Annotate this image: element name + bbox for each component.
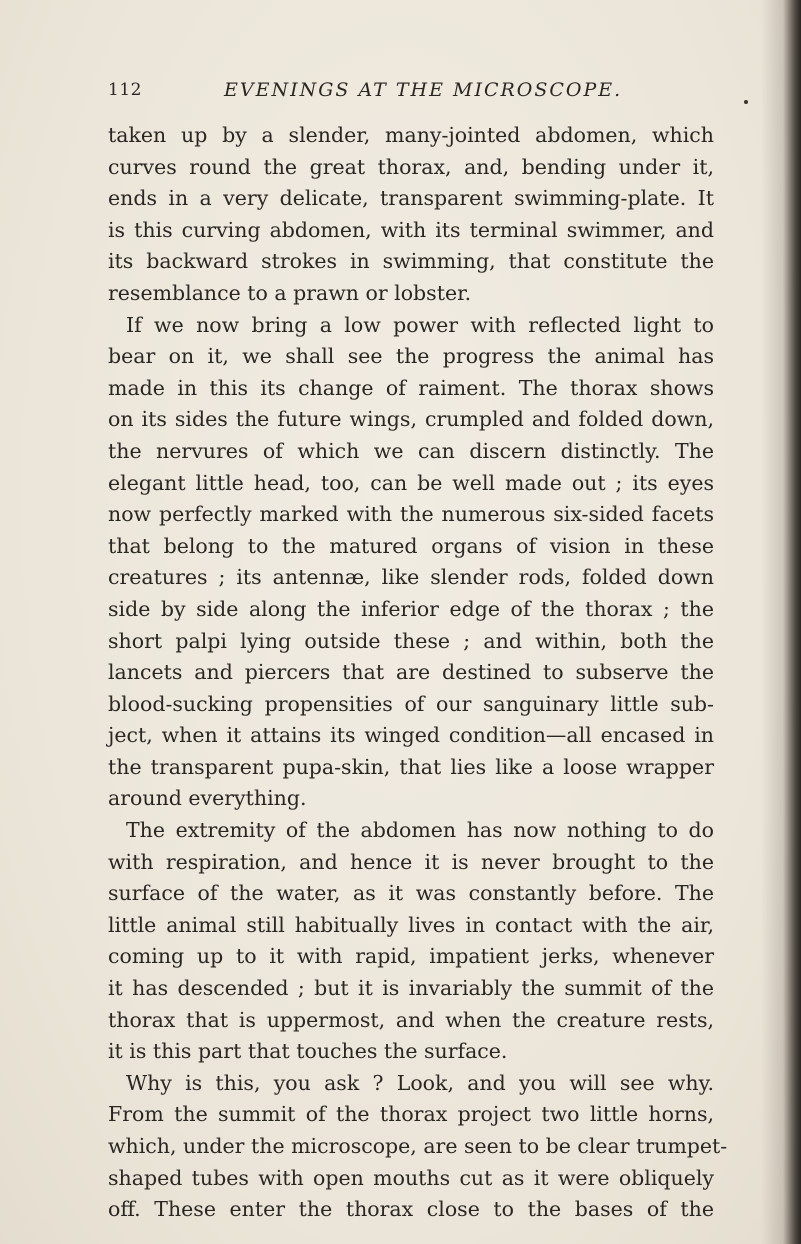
- page-number: 112: [108, 80, 142, 100]
- text-line: surface of the water, as it was constantly before. The: [108, 881, 714, 906]
- text-line: From the summit of the thorax project two little horns,: [108, 1102, 714, 1127]
- ink-dot: [744, 100, 748, 104]
- text-line: made in this its change of raiment. The thorax shows: [108, 375, 714, 400]
- text-line: lancets and piercers that are destined to subserve the: [108, 660, 714, 685]
- text-line: resemblance to a prawn or lobster.: [108, 280, 472, 305]
- text-line: on its sides the future wings, crumpled and folded down,: [108, 407, 714, 432]
- text-line: The extremity of the abdomen has now nothing to do: [126, 818, 714, 843]
- page-edge-shadow: [761, 0, 801, 1244]
- text-line: is this curving abdomen, with its terminal swimmer, and: [108, 217, 714, 242]
- body-text: [108, 120, 728, 1226]
- text-line: the transparent pupa-skin, that lies like a loose wrapper: [108, 754, 714, 779]
- text-line: shaped tubes with open mouths cut as it were obliquely: [108, 1165, 714, 1190]
- text-line: ject, when it attains its winged condition—all encased in: [108, 723, 714, 748]
- text-line: off. These enter the thorax close to the bases of the: [108, 1197, 714, 1222]
- text-line: now perfectly marked with the numerous six-sided facets: [108, 502, 714, 527]
- text-line: that belong to the matured organs of vision in these: [108, 533, 714, 558]
- text-line: little animal still habitually lives in contact with the air,: [108, 912, 714, 937]
- text-line: which, under the microscope, are seen to be clear trumpet-: [108, 1134, 728, 1158]
- running-head: EVENINGS AT THE MICROSCOPE.: [224, 79, 623, 101]
- text-line: elegant little head, too, can be well made out ; its eyes: [108, 470, 714, 495]
- text-line: the nervures of which we can discern distinctly. The: [108, 438, 714, 463]
- text-line: around everything.: [108, 786, 307, 811]
- text-line: coming up to it with rapid, impatient jerks, whenever: [108, 944, 714, 969]
- text-line: taken up by a slender, many-jointed abdomen, which: [108, 123, 714, 147]
- text-line: its backward strokes in swimming, that constitute the: [108, 249, 714, 274]
- text-line: short palpi lying outside these ; and within, both the: [108, 628, 714, 653]
- text-line: Why is this, you ask ? Look, and you will see why.: [126, 1070, 714, 1095]
- text-line: If we now bring a low power with reflected light to: [126, 312, 714, 337]
- text-line: side by side along the inferior edge of the thorax ; the: [108, 596, 714, 621]
- text-line: it has descended ; but it is invariably the summit of the: [108, 976, 714, 1001]
- text-line: with respiration, and hence it is never brought to the: [108, 849, 714, 874]
- text-line: curves round the great thorax, and, bending under it,: [108, 154, 714, 179]
- text-line: it is this part that touches the surface.: [108, 1039, 508, 1064]
- text-line: thorax that is uppermost, and when the creature rests,: [108, 1007, 714, 1032]
- text-line: ends in a very delicate, transparent swimming-plate. It: [108, 186, 714, 211]
- text-line: creatures ; its antennæ, like slender rods, folded down: [108, 565, 714, 590]
- page-header: [108, 80, 748, 108]
- text-line: blood-sucking propensities of our sanguinary little sub-: [108, 691, 714, 716]
- text-line: bear on it, we shall see the progress the animal has: [108, 344, 714, 369]
